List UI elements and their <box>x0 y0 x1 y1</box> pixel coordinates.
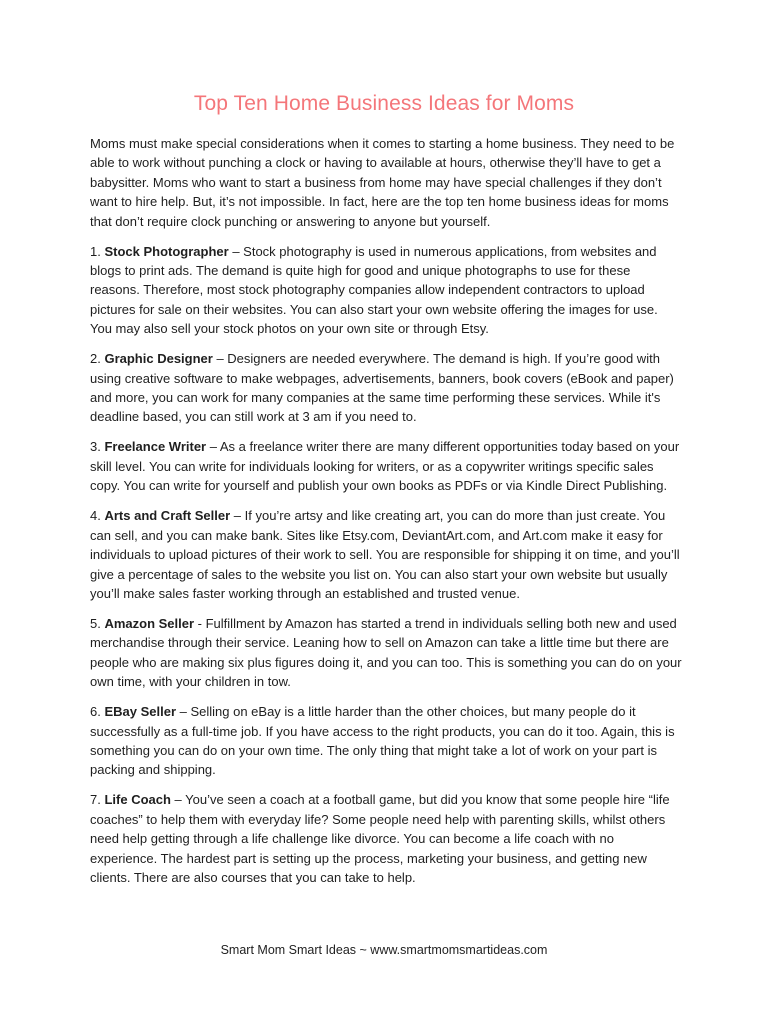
item-number: 2. <box>90 351 101 367</box>
document-title: Top Ten Home Business Ideas for Moms <box>193 92 575 115</box>
page-footer: Smart Mom Smart Ideas ~ www.smartmomsmartideas.com <box>220 943 548 957</box>
item-number: 7. <box>90 792 101 808</box>
item-description: - Fulfillment by Amazon has started a trend in individuals selling both new and used merchandise through their service. Leaning how to sell on Amazon can take a little time but there are people who are making six plus figures doing it, and you can too. This is something you can do on your own time, with your children in tow. <box>90 615 682 690</box>
list-item <box>90 506 682 603</box>
item-name: Graphic Designer <box>104 351 213 367</box>
item-description: – You’ve seen a coach at a football game, but did you know that some people hire “life coaches” to help them with everyday life? Some people need help with parenting skills, whilst others need help getting through a life challenge like divorce. You can become a life coach with no experience. The hardest part is setting up the process, marketing your business, and getting new clients. There are also courses that you can take to help. <box>90 792 670 885</box>
list-item <box>90 437 682 495</box>
item-name: Arts and Craft Seller <box>104 508 231 524</box>
item-number: 5. <box>90 615 101 631</box>
list-item <box>90 242 682 339</box>
item-number: 4. <box>90 508 101 524</box>
list-item <box>90 702 682 780</box>
item-description: – Stock photography is used in numerous applications, from websites and blogs to print ads. The demand is quite high for good and unique photographs to use for these reasons. Therefore, most stock photography companies allow independent contractors to upload pictures for sale on their websites. You can also start your own website offering the images for use. You may also sell your stock photos on your own site or through Etsy. <box>90 243 658 337</box>
item-number: 6. <box>90 704 101 720</box>
item-description: – Designers are needed everywhere. The demand is high. If you’re good with using creative software to make webpages, advertisements, banners, book covers (eBook and paper) and more, you can work for many companies at the same time performing these services. While it's deadline based, you can still work at 3 am if you need to. <box>90 351 674 425</box>
list-item <box>90 614 682 692</box>
item-name: Life Coach <box>104 792 171 808</box>
intro-paragraph: Moms must make special considerations when it comes to starting a home business. They need to be able to work without punching a clock or having to available at hours, otherwise they’ll have to get a babysitter. Moms who want to start a business from home may have special challenges if they don’t want to hire help. But, it’s not impossible. In fact, here are the top ten home business ideas for moms that don’t require clock punching or answering to anyone but yourself. <box>90 136 675 229</box>
item-name: Stock Photographer <box>104 243 229 259</box>
item-name: Amazon Seller <box>104 615 195 631</box>
item-description: – If you’re artsy and like creating art, you can do more than just create. You can sell, and you can make bank. Sites like Etsy.com, DeviantArt.com, and Art.com make it easy for individuals to upload pictures of their work to sell. You are responsible for shipping it on time, and you’ll give a percentage of sales to the website you list on. You can also start your own website but usually you’ll make sales faster working through an established and trusted venue. <box>90 508 680 601</box>
item-number: 3. <box>90 439 101 455</box>
item-number: 1. <box>90 243 101 259</box>
list-item <box>90 790 682 887</box>
item-description: – Selling on eBay is a little harder than the other choices, but many people do it successfully as a full-time job. If you have access to the right products, you can do it too. Again, this is something you can do on your own time. The only thing that might take a lot of work on your part is packing and shipping. <box>90 704 675 778</box>
document-body <box>90 134 682 898</box>
item-name: EBay Seller <box>104 704 177 720</box>
list-item <box>90 349 682 427</box>
item-description: – As a freelance writer there are many different opportunities today based on your skill level. You can write for individuals looking for writers, or as a copywriter writings specific sales copy. You can write for yourself and publish your own books as PDFs or via Kindle Direct Publishing. <box>90 439 680 494</box>
item-name: Freelance Writer <box>104 439 207 455</box>
